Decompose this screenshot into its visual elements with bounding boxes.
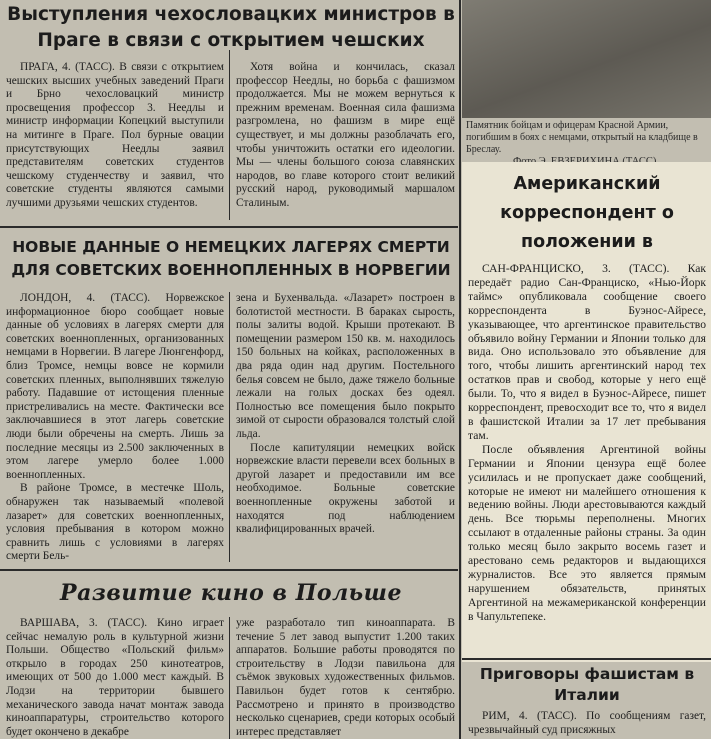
norway-paragraph: В районе Тромсе, в местечке Шоль, обнаружен так называемый «полевой лазарет» для советских военнопленных, условия пребывания в котором можно сравнить лишь с условиями в лагерях смерти Бель- [6,482,224,563]
argentina-paragraph: САН-ФРАНЦИСКО, 3. (ТАСС). Как передаёт радио Сан-Франциско, «Нью-Йорк таймс» опубликовала сообщение своего корреспондента в Буэнос-Айресе, указывающее, что аргентинское правительство объявило войну Германии и Японии только для вида. Оно использовало это объявление для того, чтобы лишить аргентинский народ тех остатков прав и свобод, которые у него ещё были. То, что я видел в Буэнос-Айресе, пишет корреспондент, превосходит все то, что я видел в фашистской Италии за 17 лет пребывания там. [468,262,706,442]
section-rule [462,658,711,660]
norway-column-2 [236,292,455,564]
memorial-photo [462,0,711,118]
column-rule [459,0,461,739]
cinema-column-1 [6,617,224,739]
czech-headline: Выступления чехословацких министров в Праге в связи с открытием чешских [7,4,455,51]
cinema-column-2 [236,617,455,739]
norway-paragraph: После капитуляции немецких войск норвежские власти перевели всех больных в другой лазарет и предоставили им все необходимое. Больные советские военнопленные окружены заботой и находятся под наблюдением квалифицированных врачей. [236,441,455,536]
section-rule [0,226,458,228]
column-rule [229,292,230,562]
cinema-paragraph: уже разработало тип киноаппарата. В течение 5 лет завод выпустит 1.200 таких аппаратов. Большие работы проводятся по строительству в Лодзи павильона для съёмок звуковых художественных фильмов. Павильон будет готов к сентябрю. Рассмотрено и принято в производство несколько сценариев, среди которых особый интерес представляет [236,617,455,738]
column-rule [229,617,230,739]
italy-body [468,710,706,739]
argentina-paragraph: После объявления Аргентиной войны Германии и Японии цензура ещё более усилилась и не пропускает даже сообщений, которые не имеют ни малейшего отношения к ведению войны. Люди арестовываются каждый день. Все тюрьмы переполнены. Многих ссылают в отдаленные районы страны. За один только месяц было закрыто восемь газет и арестовано семь редакторов и выдающихся журналистов. Все это является прямым нарушением обязательств, принятых Аргентиной на межамериканской конференции в Чапультепеке. [468,442,706,623]
norway-headline: НОВЫЕ ДАННЫЕ О НЕМЕЦКИХ ЛАГЕРЯХ СМЕРТИ ДЛЯ СОВЕТСКИХ ВОЕННОПЛЕННЫХ В НОРВЕГИИ [11,238,451,279]
norway-paragraph: ЛОНДОН, 4. (ТАСС). Норвежское информационное бюро сообщает новые данные об условиях в лагерях смерти для советских военнопленных, организованных немцами в Норвегии. В лагере Люнгенфорд, близ Тромсе, немцы вовсе не кормили советских пленных, выполнявших тяжелую работу. Падавшие от истощения пленные пристреливались на месте. Фактически все заключавшиеся в этот лагерь советские люди были обречены на смерть. Лишь за последние месяцы из 2.500 заключенных в этом лагере умерло более 1.000 военнопленных. [6,292,224,481]
section-rule [0,569,458,571]
cinema-paragraph: ВАРШАВА, 3. (ТАСС). Кино играет сейчас немалую роль в культурной жизни Польши. Общество «Польский фильм» открыло в городах 250 кинотеатров, имеющих от 500 до 1.000 мест каждый. В Лодзи на территории бывшего механического завода начат монтаж завода киноаппаратуры, строительство которого будет окончено в декабре [6,617,224,738]
italy-paragraph: РИМ, 4. (ТАСС). По сообщениям газет, чрезвычайный суд присяжных [468,710,706,736]
czech-paragraph: Хотя война и кончилась, сказал профессор Неедлы, но борьба с фашизмом продолжается. Мы не можем вернуться к прежним временам. Военная сила фашизма разгромлена, но фашизм в мире ещё существует, и мы должны разоблачать его, чтобы уничтожить остатки его идеологии. Мы — члены большого союза славянских народов, во главе которого стоит великий русский народ, руководимый маршалом Сталиным. [236,61,455,209]
column-rule [229,50,230,220]
italy-headline: Приговоры фашистам в Италии [479,665,695,704]
czech-column-2 [236,61,455,223]
norway-column-1 [6,292,224,564]
czech-column-1 [6,61,224,223]
argentina-headline: Американский корреспондент о положении в [500,174,674,252]
norway-paragraph: зена и Бухенвальда. «Лазарет» построен в болотистой местности. В бараках сырость, полы залиты водой. Крыши протекают. В помещении размером 150 кв. м. находилось 150 больных на койках, расположенных в два ряда один над другим. Постельного белья совсем не было, даже тяжело больные лежали на голых досках без одеял. Полностью все помещения было покрыто зимой от сырости образовался толстый слой льда. [236,292,455,440]
czech-paragraph: ПРАГА, 4. (ТАСС). В связи с открытием чешских высших учебных заведений Праги и Брно чехословацкий министр просвещения профессор 3. Неедлы и министр информации Копецкий выступили на митинге в Праге. Пол бурные овации присутствующих Неедлы заявил представителям советских студентов чешскому студенчеству и заявил, что советские студенты являются самыми лучшими друзьями чешских студентов. [6,61,224,209]
cinema-headline: Развитие кино в Польше [60,580,402,606]
photo-caption: Памятник бойцам и офицерам Красной Армии, погибшим в боях с немцами, открытый на кладбище в Бреслау. [466,120,698,155]
argentina-body [468,262,706,656]
